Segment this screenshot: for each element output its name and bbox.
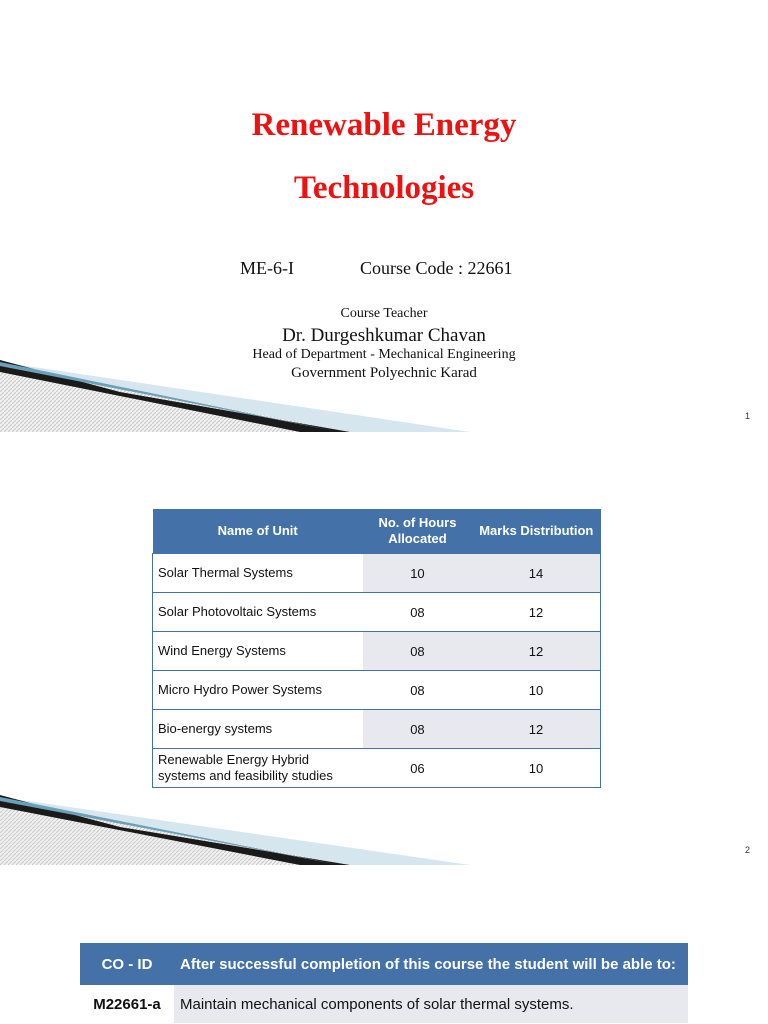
teacher-name: Dr. Durgeshkumar Chavan — [282, 325, 486, 346]
unit-marks: 12 — [472, 593, 600, 632]
table-header-row — [153, 509, 601, 554]
unit-name: Solar Thermal Systems — [153, 554, 363, 593]
course-outcomes-table — [80, 943, 688, 1023]
co-id: M22661-a — [80, 985, 174, 1023]
page-number: 1 — [744, 411, 750, 421]
slide-1 — [0, 0, 768, 432]
co-text: Maintain mechanical components of solar thermal systems. — [174, 985, 688, 1023]
header-marks: Marks Distribution — [472, 509, 600, 554]
slide-3 — [0, 866, 768, 1024]
decorative-swoosh — [0, 312, 768, 432]
unit-marks: 14 — [472, 554, 600, 593]
table-row — [153, 632, 601, 671]
unit-marks: 10 — [472, 671, 600, 710]
designation: Head of Department - Mechanical Engineering — [252, 347, 516, 362]
unit-marks: 10 — [472, 749, 600, 788]
header-outcome: After successful completion of this course the student will be able to: — [174, 943, 688, 985]
unit-marks: 12 — [472, 632, 600, 671]
unit-hours: 08 — [363, 671, 472, 710]
table-header-row — [80, 943, 688, 985]
unit-name: Micro Hydro Power Systems — [153, 671, 363, 710]
page-number: 2 — [744, 845, 750, 855]
header-co-id: CO - ID — [80, 943, 174, 985]
header-unit: Name of Unit — [153, 509, 363, 554]
course-code: Course Code : 22661 — [360, 258, 513, 278]
unit-marks: 12 — [472, 710, 600, 749]
decorative-swoosh — [0, 745, 768, 865]
institute: Government Polyechnic Karad — [291, 365, 477, 381]
title-line-1: Renewable Energy — [251, 107, 517, 143]
unit-hours: 10 — [363, 554, 472, 593]
unit-hours: 08 — [363, 632, 472, 671]
title-line-2: Technologies — [293, 170, 475, 206]
table-row — [153, 554, 601, 593]
teacher-label: Course Teacher — [340, 306, 428, 321]
unit-name: Bio-energy systems — [153, 710, 363, 749]
slide-2 — [0, 433, 768, 865]
table-row — [153, 671, 601, 710]
unit-name: Renewable Energy Hybrid systems and feasibility studies — [153, 749, 363, 788]
unit-name: Wind Energy Systems — [153, 632, 363, 671]
unit-hours: 08 — [363, 593, 472, 632]
table-row — [80, 985, 688, 1023]
table-row — [153, 593, 601, 632]
unit-hours: 08 — [363, 710, 472, 749]
unit-name: Solar Photovoltaic Systems — [153, 593, 363, 632]
header-hours: No. of Hours Allocated — [363, 509, 472, 554]
unit-hours: 06 — [363, 749, 472, 788]
table-row — [153, 710, 601, 749]
class-code: ME-6-I — [240, 258, 294, 278]
